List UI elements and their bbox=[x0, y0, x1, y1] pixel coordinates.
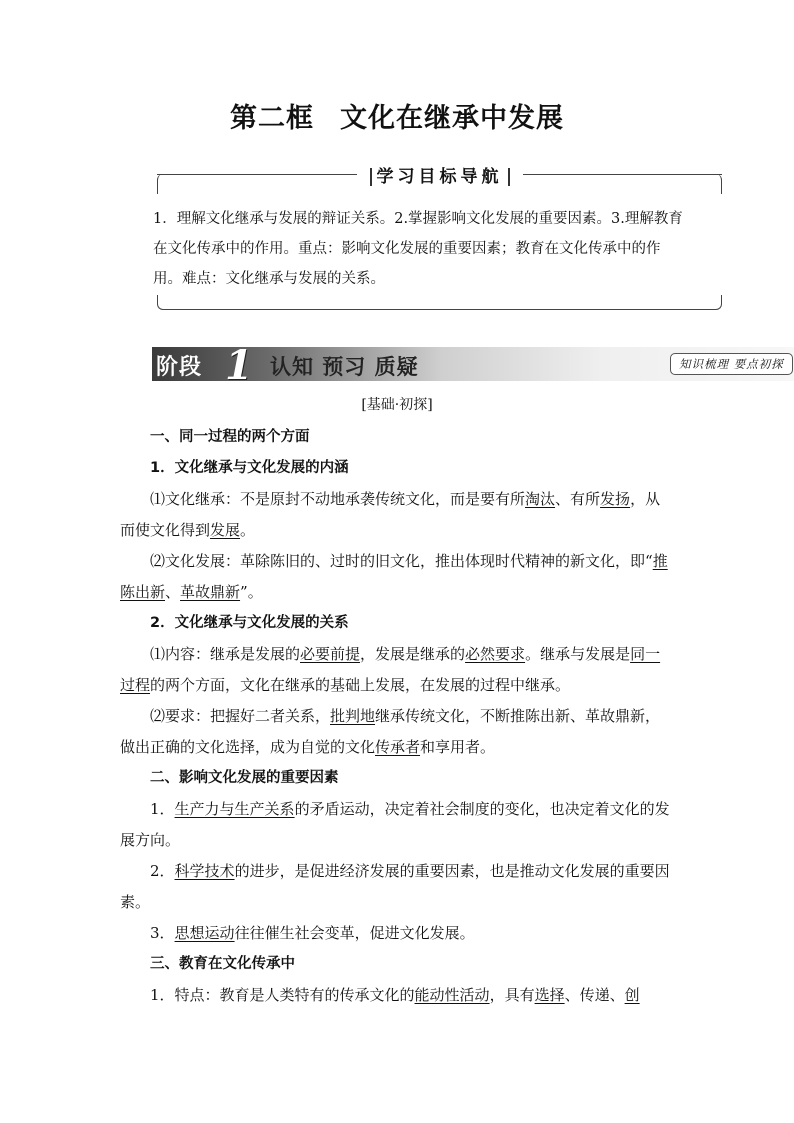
stage-banner bbox=[152, 342, 794, 389]
stage-subtitle: 认知 预习 质疑 bbox=[270, 355, 419, 379]
goals-text: 1．理解文化继承与发展的辩证关系。2.掌握影响文化发展的重要因素。3.理解教育在文化传承中的作用。重点：影响文化发展的重要因素；教育在文化传承中的作用。难点：文化继承与发展的关系。 bbox=[153, 211, 683, 287]
stage-name: 阶段 bbox=[156, 355, 203, 380]
paragraph: 1．生产力与生产关系的矛盾运动，决定着社会制度的变化，也决定着文化的发展方向。 bbox=[120, 800, 670, 849]
page-title bbox=[0, 96, 794, 135]
stage-tag: 知识梳理 要点初探 bbox=[670, 353, 793, 375]
paragraph: ⑵要求：把握好二者关系，批判地继承传统文化，不断推陈出新、革故鼎新，做出正确的文化选择，成为自觉的文化传承者和享用者。 bbox=[120, 707, 661, 756]
section-heading-3: 三、教育在文化传承中 bbox=[150, 956, 295, 972]
subheading-1-2: 2．文化继承与文化发展的关系 bbox=[150, 615, 349, 631]
title-part2: 文化在继承中发展 bbox=[340, 103, 564, 134]
stage-number: 1 bbox=[225, 342, 253, 389]
section-heading-1: 一、同一过程的两个方面 bbox=[150, 429, 310, 445]
title-part1: 第二框 bbox=[230, 103, 314, 134]
paragraph: 2．科学技术的进步，是促进经济发展的重要因素，也是推动文化发展的重要因素。 bbox=[120, 862, 670, 911]
subheading-1-1: 1．文化继承与文化发展的内涵 bbox=[150, 460, 349, 476]
basic-label: [基础·初探] bbox=[361, 397, 433, 413]
learning-goals-box bbox=[153, 160, 722, 310]
section-heading-2: 二、影响文化发展的重要因素 bbox=[150, 770, 339, 786]
content-body bbox=[120, 422, 674, 1011]
paragraph: 3．思想运动往往催生社会变革，促进文化发展。 bbox=[150, 924, 475, 942]
paragraph: ⑵文化发展：革除陈旧的、过时的旧文化，推出体现时代精神的新文化，即“推陈出新、革故鼎新”。 bbox=[120, 552, 668, 601]
goals-label: 学习目标导航 bbox=[357, 162, 523, 187]
paragraph: 1．特点：教育是人类特有的传承文化的能动性活动，具有选择、传递、创 bbox=[150, 986, 640, 1004]
paragraph: ⑴文化继承：不是原封不动地承袭传统文化，而是要有所淘汰、有所发扬，从而使文化得到发展。 bbox=[120, 490, 661, 539]
paragraph: ⑴内容：继承是发展的必要前提，发展是继承的必然要求。继承与发展是同一过程的两个方面，文化在继承的基础上发展，在发展的过程中继承。 bbox=[120, 645, 661, 694]
